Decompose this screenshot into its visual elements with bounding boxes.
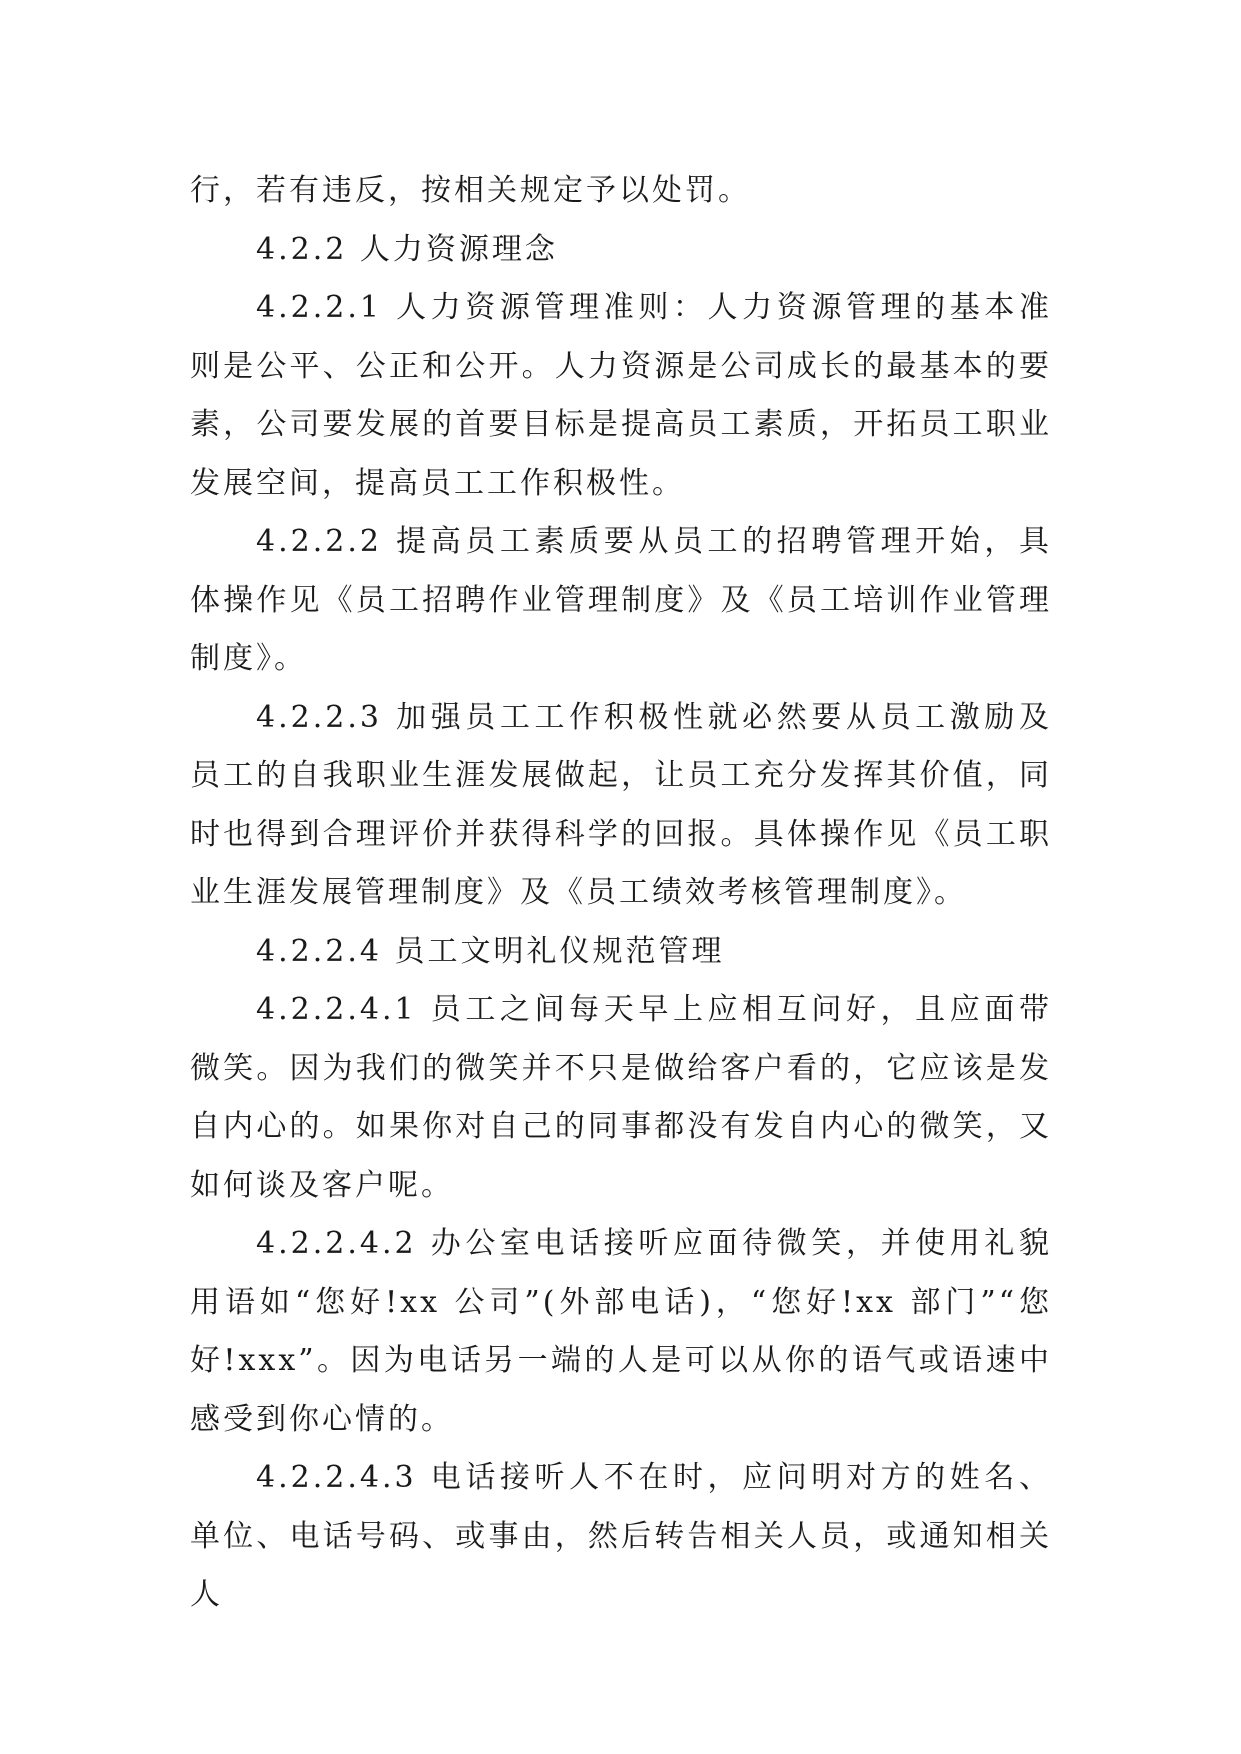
paragraph-4-2-2-4-2: 4.2.2.4.2 办公室电话接听应面待微笑，并使用礼貌用语如“您好!xx 公司”(外部电话)，“您好!xx 部门”“您好!xxx”。因为电话另一端的人是可以从你的语气或语速中感受到你心情的。 xyxy=(190,1226,1052,1437)
paragraph-4-2-2-4-3: 4.2.2.4.3 电话接听人不在时，应问明对方的姓名、单位、电话号码、或事由，然后转告相关人员，或通知相关人 xyxy=(190,1460,1052,1612)
heading-4-2-2: 4.2.2 人力资源理念 xyxy=(256,231,558,267)
paragraph-4-2-2-1: 4.2.2.1 人力资源管理准则：人力资源管理的基本准则是公平、公正和公开。人力资源是公司成长的最基本的要素，公司要发展的首要目标是提高员工素质，开拓员工职业发展空间，提高员工工作积极性。 xyxy=(190,290,1052,501)
document-body xyxy=(190,162,1052,1625)
heading-4-2-2-4: 4.2.2.4 员工文明礼仪规范管理 xyxy=(256,933,725,969)
paragraph-4-2-2-2: 4.2.2.2 提高员工素质要从员工的招聘管理开始，具体操作见《员工招聘作业管理制度》及《员工培训作业管理制度》。 xyxy=(190,524,1052,676)
paragraph-4-2-2-3: 4.2.2.3 加强员工工作积极性就必然要从员工激励及员工的自我职业生涯发展做起，让员工充分发挥其价值，同时也得到合理评价并获得科学的回报。具体操作见《员工职业生涯发展管理制度》及《员工绩效考核管理制度》。 xyxy=(190,699,1052,910)
paragraph-continuation: 行，若有违反，按相关规定予以处罚。 xyxy=(190,173,751,208)
paragraph-4-2-2-4-1: 4.2.2.4.1 员工之间每天早上应相互问好，且应面带微笑。因为我们的微笑并不只是做给客户看的，它应该是发自内心的。如果你对自己的同事都没有发自内心的微笑，又如何谈及客户呢。 xyxy=(190,992,1052,1203)
